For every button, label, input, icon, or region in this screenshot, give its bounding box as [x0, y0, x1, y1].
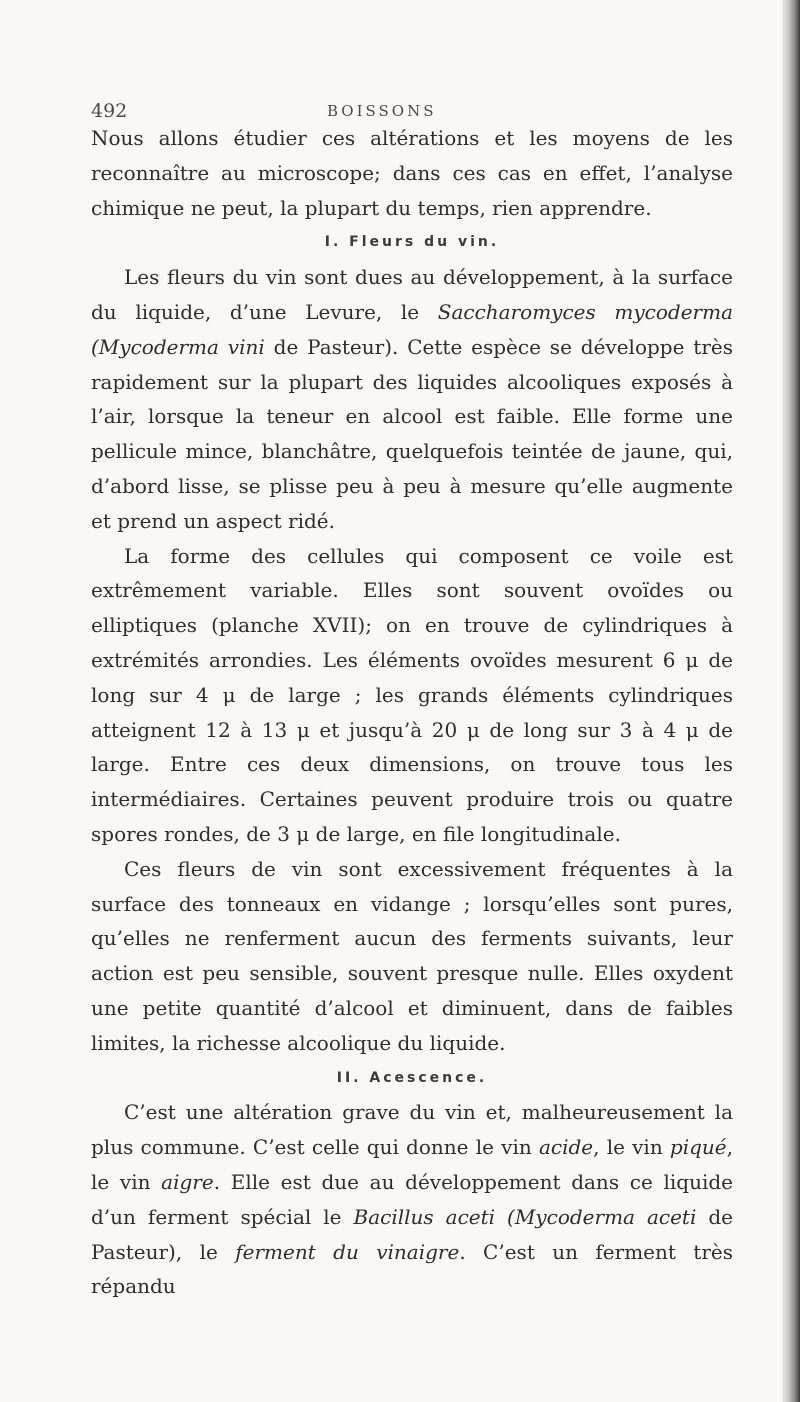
text-run: . Elle est due au développement dans ce liquide d’un ferment spécial le	[91, 1169, 733, 1229]
paragraph-fleurs-1	[91, 260, 733, 538]
paragraph-fleurs-2: La forme des cellules qui composent ce voile est extrêmement variable. Elles sont souvent ovoïdes ou elliptiques (planche XVII); on en trouve de cylindriques à extrémités arrondies. Les éléments ovoïdes mesurent 6 μ de long sur 4 μ de large ; les grands éléments cylindriques atteignent 12 à 13 μ et jusqu’à 20 μ de long sur 3 à 4 μ de large. Entre ces deux dimensions, on trouve tous les intermédiaires. Certaines peuvent produire trois ou quatre spores rondes, de 3 μ de large, en file longitudinale.	[91, 543, 733, 846]
section-title-fleurs: I. Fleurs du vin.	[324, 234, 500, 251]
text-run: C’est une altération grave du vin et, malheureusement la plus commune. C’est celle qui donne le vin	[91, 1100, 733, 1160]
italic-species-name: Bacillus aceti (Mycoderma aceti	[353, 1204, 697, 1229]
page-number: 492	[91, 100, 128, 122]
italic-term: piqué	[669, 1135, 727, 1160]
page-body	[91, 121, 733, 1304]
text-run: de Pasteur), le	[91, 1204, 733, 1264]
italic-term: acide	[538, 1135, 594, 1160]
section-title-acescence: II. Acescence.	[336, 1069, 488, 1086]
book-spine-shadow	[782, 0, 800, 1402]
intro-paragraph: Nous allons étudier ces altérations et les moyens de les reconnaître au microscope; dans ces cas en effet, l’analyse chimique ne peut, la plupart du temps, rien apprendre.	[91, 126, 733, 220]
text-run: . C’est un ferment très répandu	[91, 1239, 733, 1299]
running-title: BOISSONS	[327, 102, 437, 120]
text-run: , le vin	[593, 1135, 670, 1160]
italic-term: aigre	[161, 1169, 214, 1194]
italic-species-name: Saccharomyces mycoderma (Mycoderma vini	[91, 299, 733, 359]
paragraph-fleurs-3: Ces fleurs de vin sont excessivement fréquentes à la surface des tonneaux en vidange ; lorsqu’elles sont pures, qu’elles ne renferment aucun des ferments suivants, leur action est peu sensible, souvent presque nulle. Elles oxydent une petite quantité d’alcool et diminuent, dans de faibles limites, la richesse alcoolique du liquide.	[91, 856, 733, 1055]
italic-term: ferment du vinaigre	[235, 1239, 460, 1264]
text-run: Les fleurs du vin sont dues au développement, à la surface du liquide, d’une Levure, le	[91, 265, 733, 324]
paragraph-acescence-1	[91, 1095, 733, 1304]
text-run: de Pasteur). Cette espèce se développe très rapidement sur la plupart des liquides alcooliques exposés à l’air, lorsque la teneur en alcool est faible. Elle forme une pellicule mince, blanchâtre, quelquefois teintée de jaune, qui, d’abord lisse, se plisse peu à peu à mesure qu’elle augmente et prend un aspect ridé.	[91, 334, 733, 533]
text-run: , le vin	[91, 1135, 733, 1194]
